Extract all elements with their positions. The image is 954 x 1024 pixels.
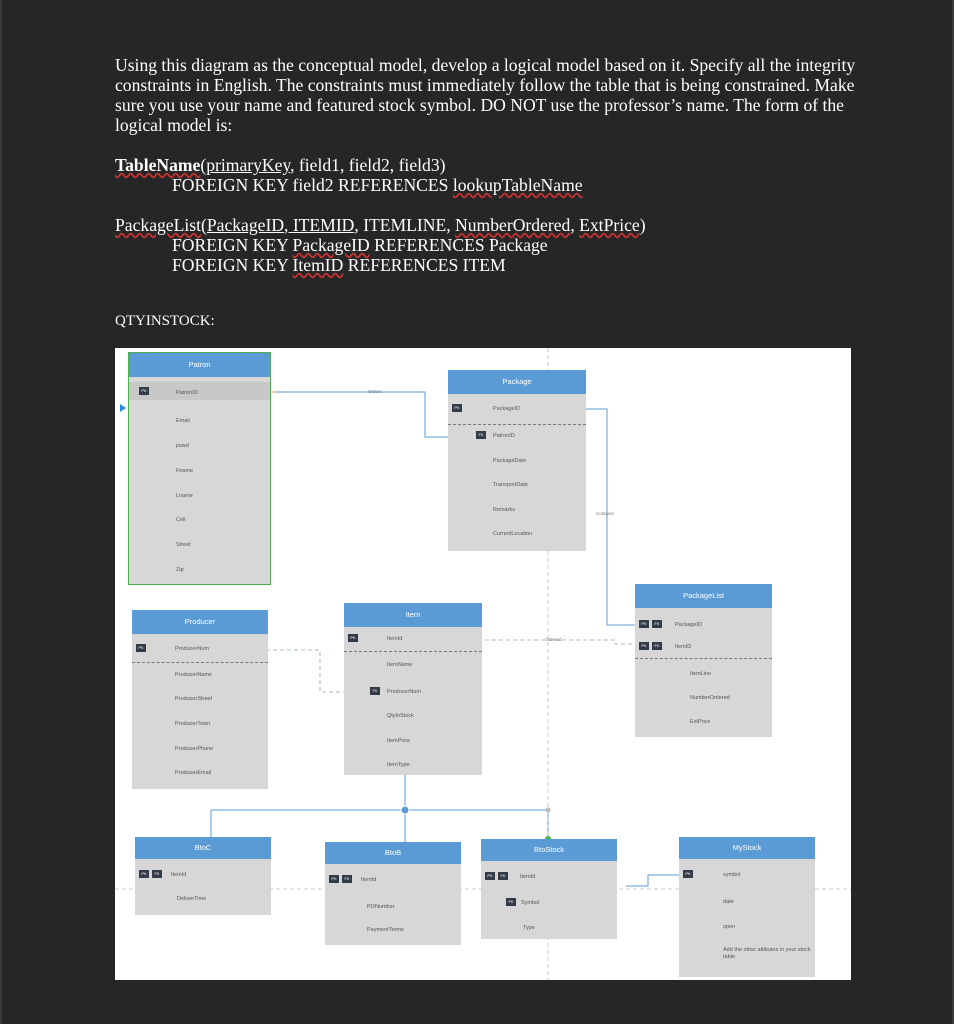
packagelist-field: ItemLine — [690, 671, 712, 677]
producer-title: Producer — [132, 610, 268, 634]
pk-badge: PK — [348, 634, 358, 642]
example-fk2-line: FOREIGN KEY ItemID REFERENCES ITEM — [172, 255, 506, 275]
pk-badge: PK — [329, 875, 339, 883]
package-pk-field: PackageID — [493, 406, 520, 412]
item-field: ItemName — [387, 662, 413, 668]
grey-handle — [546, 808, 551, 813]
package-field: CurrentLocation — [493, 531, 533, 537]
item-field: QtyInStock — [387, 713, 414, 719]
item-entity[interactable] — [344, 603, 482, 775]
junction-node — [401, 806, 409, 814]
mystock-field: open — [723, 924, 736, 930]
btostock-title: BtoStock — [481, 839, 617, 861]
package-entity[interactable] — [448, 370, 586, 551]
stock-line — [626, 875, 679, 886]
subtype-bar — [211, 810, 548, 837]
producer-field: ProducerStreet — [175, 696, 212, 702]
patron-entity[interactable] — [129, 353, 270, 584]
packagelist-pk1-field: PackageID — [675, 622, 702, 628]
orders-label: Orders — [368, 389, 382, 394]
fk-badge: FK — [476, 431, 486, 439]
patron-field: Cell — [176, 517, 186, 523]
pk-badge: PK — [485, 872, 495, 880]
package-title: Package — [448, 370, 586, 394]
template-line: TableName(primaryKey, field1, field2, field3) — [115, 155, 446, 175]
fk-badge: FK — [342, 875, 352, 883]
btob-entity[interactable] — [325, 842, 461, 945]
btob-pk-field: ItemId — [361, 877, 377, 883]
patron-title: Patron — [129, 353, 270, 377]
pk-badge: PK — [139, 387, 149, 395]
package-field: PackageDate — [493, 458, 527, 464]
contains-label: Contains — [596, 511, 614, 516]
document-text — [115, 55, 860, 275]
btob-field: PONumber — [367, 904, 395, 910]
item-field: ItemType — [387, 762, 410, 768]
patron-field: Email — [176, 418, 190, 424]
patron-pk-row — [129, 382, 270, 400]
packagelist-entity[interactable] — [635, 584, 772, 737]
pk-badge: PK — [452, 404, 462, 412]
pk-badge: PK — [139, 870, 149, 878]
producer-pk-field: ProducerNum — [175, 646, 209, 652]
packagelist-field: NumberOrdered — [690, 695, 730, 701]
item-fk-field: ProducerNum — [387, 689, 421, 695]
patron-field: Fname — [176, 468, 194, 474]
patron-field: Zip — [176, 567, 184, 573]
item-pk-field: ItemId — [387, 636, 403, 642]
row-pointer — [120, 404, 126, 412]
producer-field: ProducerTown — [175, 721, 211, 727]
btob-title: BtoB — [325, 842, 461, 864]
producer-field: ProducerEmail — [175, 770, 212, 776]
btob-field: PaymentTerms — [367, 927, 404, 933]
btostock-entity[interactable] — [481, 839, 617, 939]
mystock-note: Add the other attibutes in your stock table — [723, 947, 811, 960]
orders-line — [268, 392, 448, 437]
example-fk1-line: FOREIGN KEY PackageID REFERENCES Package — [172, 235, 548, 255]
packagelist-field: ExtPrice — [690, 719, 711, 725]
package-field: Remarks — [493, 507, 516, 513]
package-field: TransportDate — [493, 482, 528, 488]
patron-field: Street — [176, 542, 191, 548]
btoc-field: DeliverTime — [177, 896, 207, 902]
btostock-pk-field: ItemId — [520, 874, 536, 880]
patron-pk-field: PatronID — [176, 390, 198, 396]
package-fk-field: PatronID — [493, 433, 515, 439]
mystock-title: MyStock — [679, 837, 815, 859]
btoc-title: BtoC — [135, 837, 271, 859]
fk-badge: FK — [152, 870, 162, 878]
left-edge — [0, 0, 2, 1024]
patron-field: pswd — [176, 443, 189, 449]
mystock-pk-field: symbol — [723, 872, 741, 878]
template-fk-line: FOREIGN KEY field2 REFERENCES lookupTableName — [172, 175, 583, 195]
item-field: ItemPrice — [387, 738, 411, 744]
fk-badge: FK — [370, 687, 380, 695]
pk-badge: PK — [136, 644, 146, 652]
btostock-field: Type — [523, 925, 535, 931]
fk-badge: FK — [652, 642, 662, 650]
instructions-paragraph: Using this diagram as the conceptual model, develop a logical model based on it. Specify all the integrity constraints in English. The constraints must immediately follow the table that is being constrained. Make sure you use your name and featured stock symbol. DO NOT use the professor’s name. The form of the logical model is: — [115, 55, 856, 135]
pk-badge: PK — [639, 620, 649, 628]
btoc-entity[interactable] — [135, 837, 271, 915]
producer-field: ProducerPhone — [175, 746, 214, 752]
example-line: PackageList(PackageID, ITEMID, ITEMLINE, NumberOrdered, ExtPrice) — [115, 215, 646, 235]
btoc-pk-field: ItemId — [171, 872, 187, 878]
qty-label: QTYINSTOCK: — [115, 313, 215, 329]
mystock-field: date — [723, 899, 734, 905]
pk-badge: PK — [639, 642, 649, 650]
mystock-entity[interactable] — [679, 837, 815, 977]
producer-entity[interactable] — [132, 610, 268, 789]
contains-line — [585, 409, 635, 625]
ordered-label: Ordered — [545, 637, 562, 642]
pk-badge: PK — [683, 870, 693, 878]
fk-badge: FK — [498, 872, 508, 880]
er-diagram — [115, 348, 851, 980]
patron-field: Lname — [176, 493, 193, 499]
packagelist-pk2-field: ItemID — [675, 644, 692, 650]
fk-badge: FK — [652, 620, 662, 628]
btostock-fk-field: Symbol — [521, 900, 540, 906]
item-title: Item — [344, 603, 482, 627]
producer-field: ProducerName — [175, 672, 212, 678]
packagelist-title: PackageList — [635, 584, 772, 608]
fk-badge: FK — [506, 898, 516, 906]
